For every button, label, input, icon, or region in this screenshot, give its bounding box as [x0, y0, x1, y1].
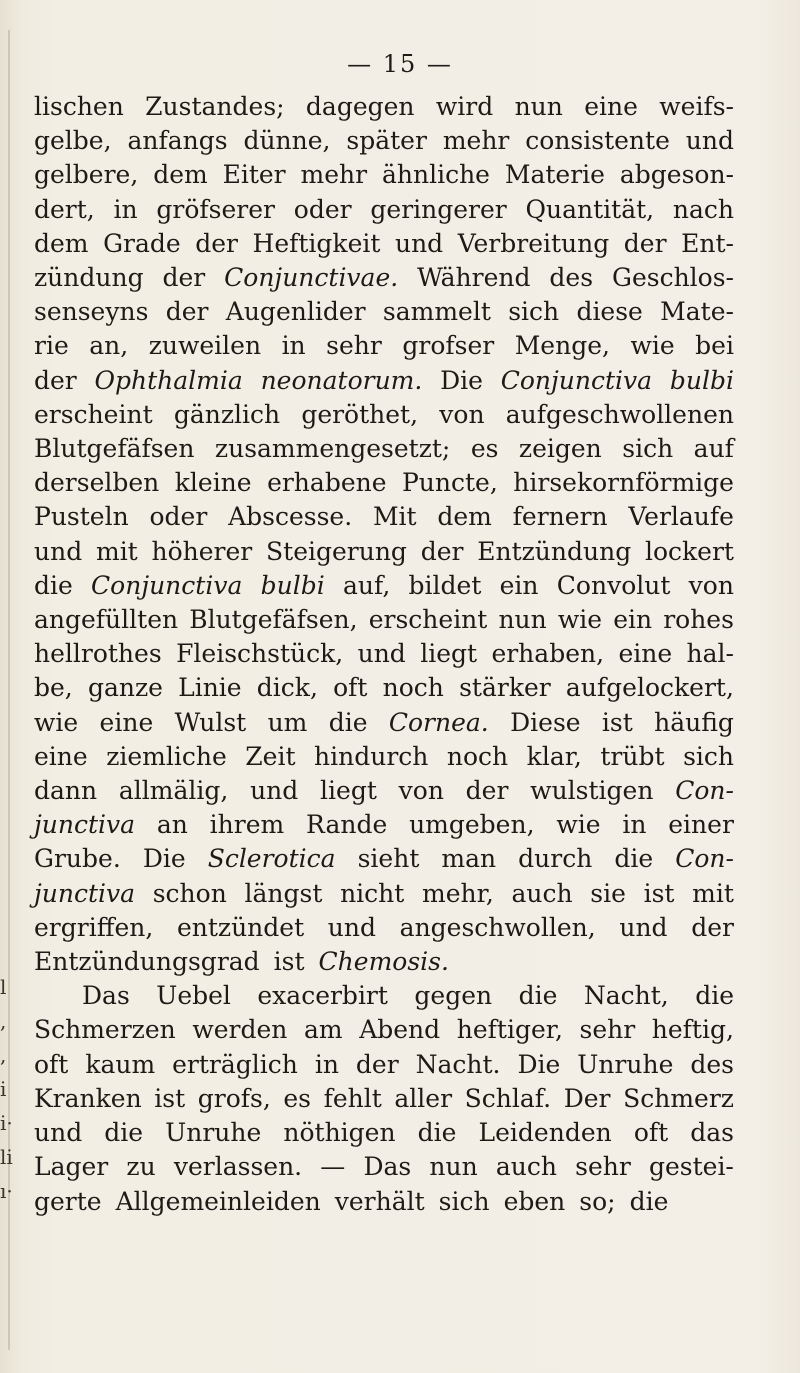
text-line: wie eine Wulst um die Cornea. Diese ist häufig [34, 707, 734, 737]
text-line: rie an, zuweilen in sehr grofser Menge, wie bei [34, 331, 734, 361]
text-line: Grube. Die Sclerotica sieht man durch die Con- [34, 844, 734, 874]
text-line: Pusteln oder Abscesse. Mit dem fernern Verlaufe [34, 502, 734, 532]
text-line: Kranken ist grofs, es fehlt aller Schlaf. Der Schmerz [34, 1083, 734, 1113]
margin-mark: , [0, 1043, 7, 1067]
text-line: derselben kleine erhabene Puncte, hirsekornförmige [34, 468, 734, 498]
text-line: junctiva schon längst nicht mehr, auch sie ist mit [34, 878, 734, 908]
left-margin-marks [0, 970, 14, 1208]
text-line: angefüllten Blutgefäfsen, erscheint nun wie ein rohes [34, 605, 734, 635]
body-text [34, 90, 734, 1219]
text-line: die Conjunctiva bulbi auf, bildet ein Convolut von [34, 570, 734, 600]
text-line: junctiva an ihrem Rande umgeben, wie in einer [34, 810, 734, 840]
margin-mark: i [0, 1077, 7, 1101]
text-line: zündung der Conjunctivae. Während des Geschlos- [34, 263, 734, 293]
text-line: eine ziemliche Zeit hindurch noch klar, trübt sich [34, 741, 734, 771]
text-line: Entzündungsgrad ist Chemosis. [34, 947, 449, 977]
text-line: und die Unruhe nöthigen die Leidenden oft das [34, 1118, 734, 1148]
text-line: und mit höherer Steigerung der Entzündung lockert [34, 536, 734, 566]
text-line: gerte Allgemeinleiden verhält sich eben so; die [34, 1186, 669, 1216]
text-line: senseyns der Augenlider sammelt sich diese Mate- [34, 297, 734, 327]
page-number: — 15 — [347, 50, 453, 78]
text-line: dert, in gröfserer oder geringerer Quantität, nach [34, 194, 734, 224]
text-line: dem Grade der Heftigkeit und Verbreitung der Ent- [34, 228, 734, 258]
margin-mark: l [0, 975, 7, 999]
text-line: Das Uebel exacerbirt gegen die Nacht, die [82, 981, 734, 1011]
text-line: hellrothes Fleischstück, und liegt erhaben, eine hal- [34, 639, 734, 669]
text-line: lischen Zustandes; dagegen wird nun eine weifs- [34, 92, 734, 121]
text-line: gelbe, anfangs dünne, später mehr consistente und [34, 126, 734, 156]
text-line: ergriffen, entzündet und angeschwollen, und der [34, 912, 734, 942]
text-line: Lager zu verlassen. — Das nun auch sehr gestei- [34, 1152, 734, 1182]
margin-mark: li [0, 1145, 13, 1169]
text-line: oft kaum erträglich in der Nacht. Die Unruhe des [34, 1049, 734, 1079]
margin-mark: , [0, 1009, 7, 1033]
text-line: erscheint gänzlich geröthet, von aufgeschwollenen [34, 399, 734, 429]
margin-mark: i· [0, 1111, 13, 1135]
text-line: Blutgefäfsen zusammengesetzt; es zeigen sich auf [34, 434, 734, 464]
margin-mark: ı· [0, 1179, 13, 1203]
text-line: der Ophthalmia neonatorum. Die Conjunctiva bulbi [34, 365, 734, 395]
text-line: be, ganze Linie dick, oft noch stärker aufgelockert, [34, 673, 734, 703]
text-line: dann allmälig, und liegt von der wulstigen Con- [34, 776, 734, 806]
text-line: Schmerzen werden am Abend heftiger, sehr heftig, [34, 1015, 734, 1045]
text-line: gelbere, dem Eiter mehr ähnliche Materie abgeson- [34, 160, 734, 190]
